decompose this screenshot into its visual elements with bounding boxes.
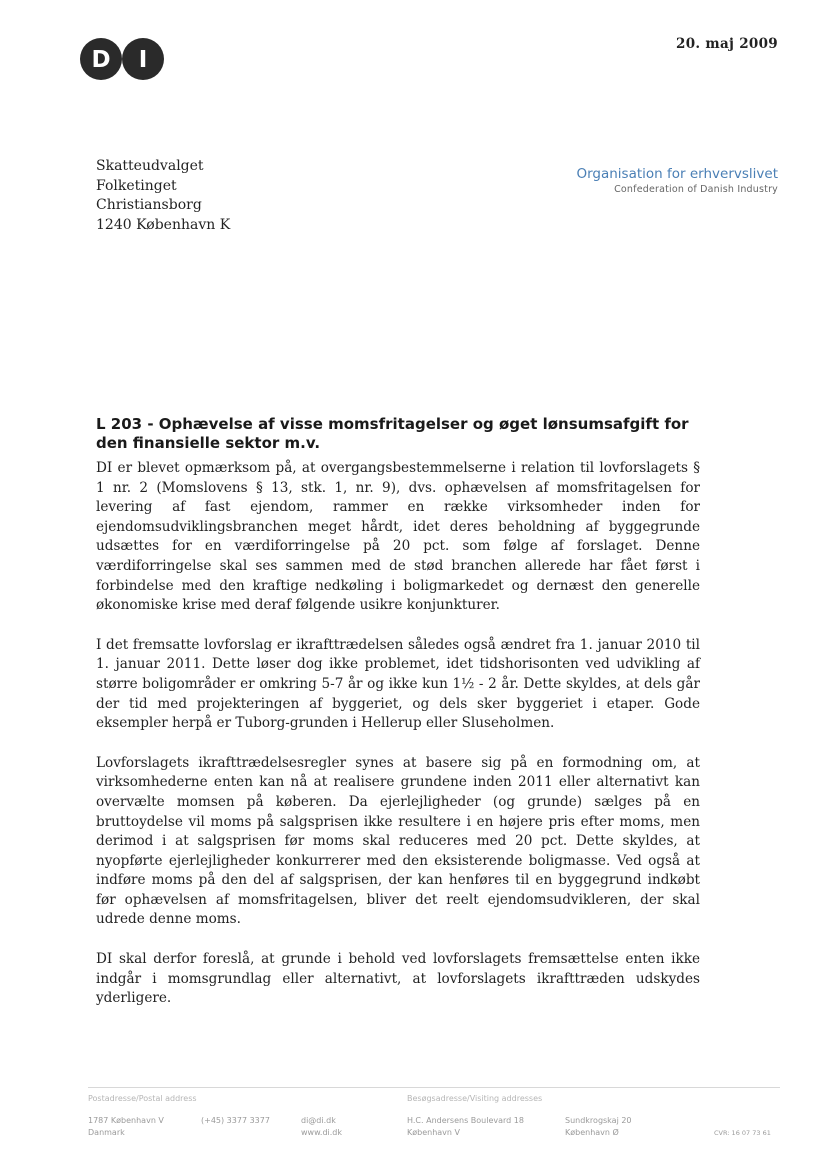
letter-body bbox=[96, 459, 700, 1029]
footer-postal-heading: Postadresse/Postal address bbox=[88, 1094, 197, 1103]
footer-postal-line: Danmark bbox=[88, 1128, 125, 1137]
footer-email[interactable]: di@di.dk bbox=[301, 1116, 336, 1125]
letter-heading: L 203 - Ophævelse af visse momsfritagelser og øget lønsumsafgift for den finansielle sektor m.v. bbox=[96, 415, 689, 452]
organisation-block bbox=[576, 166, 778, 195]
footer-divider bbox=[88, 1087, 780, 1088]
footer-cvr: CVR: 16 07 73 61 bbox=[714, 1129, 771, 1137]
body-paragraph: I det fremsatte lovforslag er ikrafttrædelsen således også ændret fra 1. januar 2010 til 1. januar 2011. Dette løser dog ikke problemet, idet tidshorisonten ved udvikling af større boligområder er omkring 5-7 år og ikke kun 1½ - 2 år. Dette skyldes, at dels går der tid med projekteringen af byggeriet, og dels sker byggeriet i etaper. Gode eksempler herpå er Tuborg-grunden i Hellerup eller Sluseholmen. bbox=[96, 636, 700, 732]
recipient-line: Christiansborg bbox=[96, 197, 202, 213]
di-logo bbox=[80, 37, 166, 81]
svg-text:I: I bbox=[138, 47, 148, 73]
footer-visit-line: H.C. Andersens Boulevard 18 bbox=[407, 1116, 524, 1125]
footer-phone: (+45) 3377 3377 bbox=[201, 1116, 270, 1125]
footer-visit-line: København Ø bbox=[565, 1128, 619, 1137]
body-paragraph: DI skal derfor foreslå, at grunde i behold ved lovforslagets fremsættelse enten ikke indgår i momsgrundlag eller alternativt, at lovforslagets ikrafttræden udskydes yderligere. bbox=[96, 951, 700, 1007]
organisation-name: Organisation for erhvervslivet bbox=[576, 166, 778, 182]
recipient-line: Skatteudvalget bbox=[96, 158, 204, 174]
recipient-line: 1240 København K bbox=[96, 216, 231, 233]
footer-web[interactable]: www.di.dk bbox=[301, 1128, 342, 1137]
footer-visit-line: Sundkrogskaj 20 bbox=[565, 1116, 632, 1125]
organisation-subtitle: Confederation of Danish Industry bbox=[614, 184, 778, 195]
letter-date: 20. maj 2009 bbox=[676, 36, 778, 52]
recipient-line: Folketinget bbox=[96, 177, 177, 194]
footer-visit-line: København V bbox=[407, 1128, 461, 1137]
footer-postal-line: 1787 København V bbox=[88, 1116, 164, 1125]
body-paragraph: DI er blevet opmærksom på, at overgangsbestemmelserne i relation til lovforslagets § 1 nr. 2 (Momslovens § 13, stk. 1, nr. 9), dvs. ophævelsen af momsfritagelsen for levering af fast ejendom, rammer en række virksomheder inden for ejendomsudviklingsbranchen meget hårdt, idet deres beholdning af byggegrunde udsættes for en værdiforringelse på 20 pct. som følge af forslaget. Denne værdiforringelse skal ses sammen med de stød branchen allerede har fået først i forbindelse med den kraftige nedkøling i boligmarkedet og dernæst den generelle økonomiske krise med deraf følgende usikre konjunkturer. bbox=[96, 460, 700, 614]
footer-visiting-heading: Besøgsadresse/Visiting addresses bbox=[407, 1094, 543, 1103]
recipient-address bbox=[96, 157, 230, 235]
body-paragraph: Lovforslagets ikrafttrædelsesregler synes at basere sig på en formodning om, at virksomhederne enten kan nå at realisere grundene inden 2011 eller alternativt kan overvælte momsen på køberen. Da ejerlejligheder (og grunde) sælges på en bruttoydelse vil moms på salgsprisen ikke resultere i en højere pris efter moms, men derimod i at salgsprisen før moms skal reduceres med 20 pct. Dette skyldes, at nyopførte ejerlejligheder konkurrerer med den eksisterende boligmasse. Ved også at indføre moms på den del af salgsprisen, der kan henføres til en byggegrund indkøbt før ophævelsen af momsfritagelsen, bliver det reelt ejendomsudvikleren, der skal udrede denne moms. bbox=[96, 754, 700, 928]
svg-text:D: D bbox=[91, 47, 111, 73]
